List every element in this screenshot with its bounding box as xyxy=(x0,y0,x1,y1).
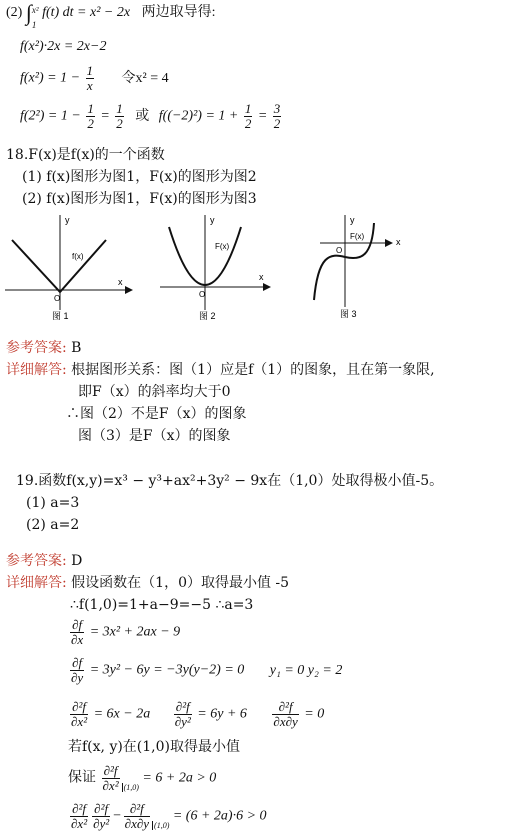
x-arrow-icon xyxy=(385,239,393,247)
func-label: F(x) xyxy=(215,242,230,251)
q19-title: 19.函数f(x,y)=x³ − y³+ax²+3y² − 9x在（1,0）处取得极小值-5。 xyxy=(16,473,444,489)
fraction: $\frac{1}{2}$ xyxy=(244,101,252,131)
q19-detail-1 xyxy=(6,574,289,592)
fraction: $\frac{3}{2}$ xyxy=(273,101,281,131)
q19-partial-y xyxy=(68,656,342,685)
x-label: x xyxy=(396,237,401,247)
fraction: $\frac{1}{x}$ xyxy=(86,63,94,93)
x-label: x xyxy=(259,272,264,282)
integral-sign: ∫ xyxy=(25,0,32,25)
equation-text: = 6x − 2a xyxy=(93,706,151,722)
detail-label: 详细解答: xyxy=(6,575,67,591)
caption: 图 2 xyxy=(199,311,216,321)
equation-text: f(x²)·2x = 2x−2 xyxy=(20,39,107,54)
q18-option-2: (2) f(x)图形为图1，F(x)的图形为图3 xyxy=(22,191,257,207)
y-label: y xyxy=(210,215,215,225)
f-curve xyxy=(12,240,106,292)
x-label: x xyxy=(118,277,123,287)
equation-text: = 0 xyxy=(304,706,325,722)
fraction: $\frac{\text{∂²f}}{\text{∂x²}}$ xyxy=(102,763,119,793)
fraction: $\frac{\text{∂²f}}{\text{∂x²}}$ xyxy=(71,699,88,729)
substitution-note: 令x² = 4 xyxy=(121,70,169,86)
fraction: $\frac{\partial f}{\partial x}$ xyxy=(71,617,84,647)
graph-2 xyxy=(155,215,285,325)
func-label: F(x) xyxy=(350,232,365,241)
fraction: $\frac{\text{∂²f}}{\text{∂y²}}$ xyxy=(93,801,110,831)
equation-text: = 6 + 2a > 0 xyxy=(142,770,217,786)
q19-check-1 xyxy=(68,764,216,797)
line-f-solution xyxy=(20,64,169,93)
q18-detail-1 xyxy=(6,361,435,379)
q18-answer xyxy=(6,339,81,357)
x-arrow-icon xyxy=(263,283,271,291)
q19-detail-condition: 若f(x, y)在(1,0)取得最小值 xyxy=(68,739,240,755)
line-integral: (2) ∫ x² 1 f(t) dt = x² − 2x 两边取导得: xyxy=(6,0,216,30)
line-f-value: f(2²) = 1 − $\frac{1}{2}$ = $\frac{1}{2}$ 或 f((−2)²) = 1 + $\frac{1}{2}$ = $\frac{3}{2}$ xyxy=(20,101,281,131)
q19-option-1: (1) a=3 xyxy=(26,495,80,511)
equation-text: = 3x² + 2ax − 9 xyxy=(89,624,181,640)
integral-lower-limit: 1 xyxy=(31,20,37,30)
q19-second-partials xyxy=(68,700,324,729)
derivative-note: 两边取导得: xyxy=(141,5,216,20)
detail-text: 根据图形关系：图（1）应是f（1）的图象，且在第一象限, xyxy=(71,362,435,378)
fraction: $\frac{\text{∂²f}}{\partial x\partial y}$ xyxy=(273,699,298,729)
fraction: $\frac{\text{∂²f}}{\text{∂y²}}$ xyxy=(174,699,191,729)
fraction: $\frac{\partial f}{\partial y}$ xyxy=(71,655,84,685)
graph-1 xyxy=(0,215,140,325)
fraction: $\frac{\text{∂²f}}{\partial x\partial y}$ xyxy=(124,801,150,831)
q19-detail-2: ∴f(1,0)=1+a−9=−5 ∴a=3 xyxy=(70,597,254,613)
q18-detail-3: ∴图（2）不是F（x）的图象 xyxy=(66,406,247,422)
q19-partial-x xyxy=(68,618,180,647)
q19-check-2: $\frac{\text{∂²f}}{\text{∂x²}}$ $\frac{\text{∂²f}}{\text{∂y²}}$ − $\frac{\text{∂²f}}{\partial x\partial y}$ $_{(1,0)}$ = (6 + 2a)·6 > 0 xyxy=(71,801,267,831)
x-arrow-icon xyxy=(125,286,133,294)
eval-point: (1,0) xyxy=(123,782,139,792)
q18-title: 18.F(x)是f(x)的一个函数 xyxy=(6,147,165,163)
graph-3 xyxy=(300,215,420,325)
func-label: f(x) xyxy=(72,252,84,261)
answer-label: 参考答案: xyxy=(6,340,67,356)
or-word: 或 xyxy=(135,108,150,124)
fraction: $\frac{\text{∂²f}}{\text{∂x²}}$ xyxy=(71,801,88,831)
equation-text: f((−2)²) = 1 + xyxy=(158,108,239,124)
q18-detail-4: 图（3）是F（x）的图象 xyxy=(78,428,231,444)
q19-answer xyxy=(6,552,82,570)
equation-text: = (6 + 2a)·6 > 0 xyxy=(172,808,267,824)
q18-detail-2: 即F（x）的斜率均大于0 xyxy=(78,384,231,400)
origin-label: O xyxy=(54,294,61,303)
integral-upper-limit: x² xyxy=(31,5,39,15)
line-f-x2 xyxy=(20,38,106,56)
origin-label: O xyxy=(336,246,343,255)
equation-text: = 3y² − 6y = −3y(y−2) = 0 xyxy=(89,662,245,678)
answer-label: 参考答案: xyxy=(6,553,67,569)
caption: 图 3 xyxy=(340,309,357,319)
roots-text: y₁ = 0 y₂ = 2 xyxy=(269,662,343,678)
origin-label: O xyxy=(199,290,206,299)
answer-value: B xyxy=(71,340,82,356)
answer-value: D xyxy=(71,553,83,569)
y-label: y xyxy=(65,215,70,225)
fraction: $\frac{1}{2}$ xyxy=(116,101,123,131)
equation-text: f(2²) = 1 − xyxy=(20,108,81,124)
equation-text: f(x²) = 1 − xyxy=(20,70,81,86)
y-label: y xyxy=(350,215,355,225)
detail-label: 详细解答: xyxy=(6,362,67,378)
caption: 图 1 xyxy=(52,311,69,321)
eval-point: (1,0) xyxy=(154,820,170,830)
F-curve xyxy=(314,223,374,300)
lead-text: 保证 xyxy=(68,770,96,786)
fraction: $\frac{1}{2}$ xyxy=(87,101,94,131)
detail-text: 假设函数在（1，0）取得最小值 -5 xyxy=(71,575,290,591)
equation-text: = 6y + 6 xyxy=(197,706,247,722)
integral-expression: f(t) dt = x² − 2x xyxy=(42,5,131,20)
q18-option-1: (1) f(x)图形为图1，F(x)的图形为图2 xyxy=(22,169,257,185)
q19-option-2: (2) a=2 xyxy=(26,517,80,533)
